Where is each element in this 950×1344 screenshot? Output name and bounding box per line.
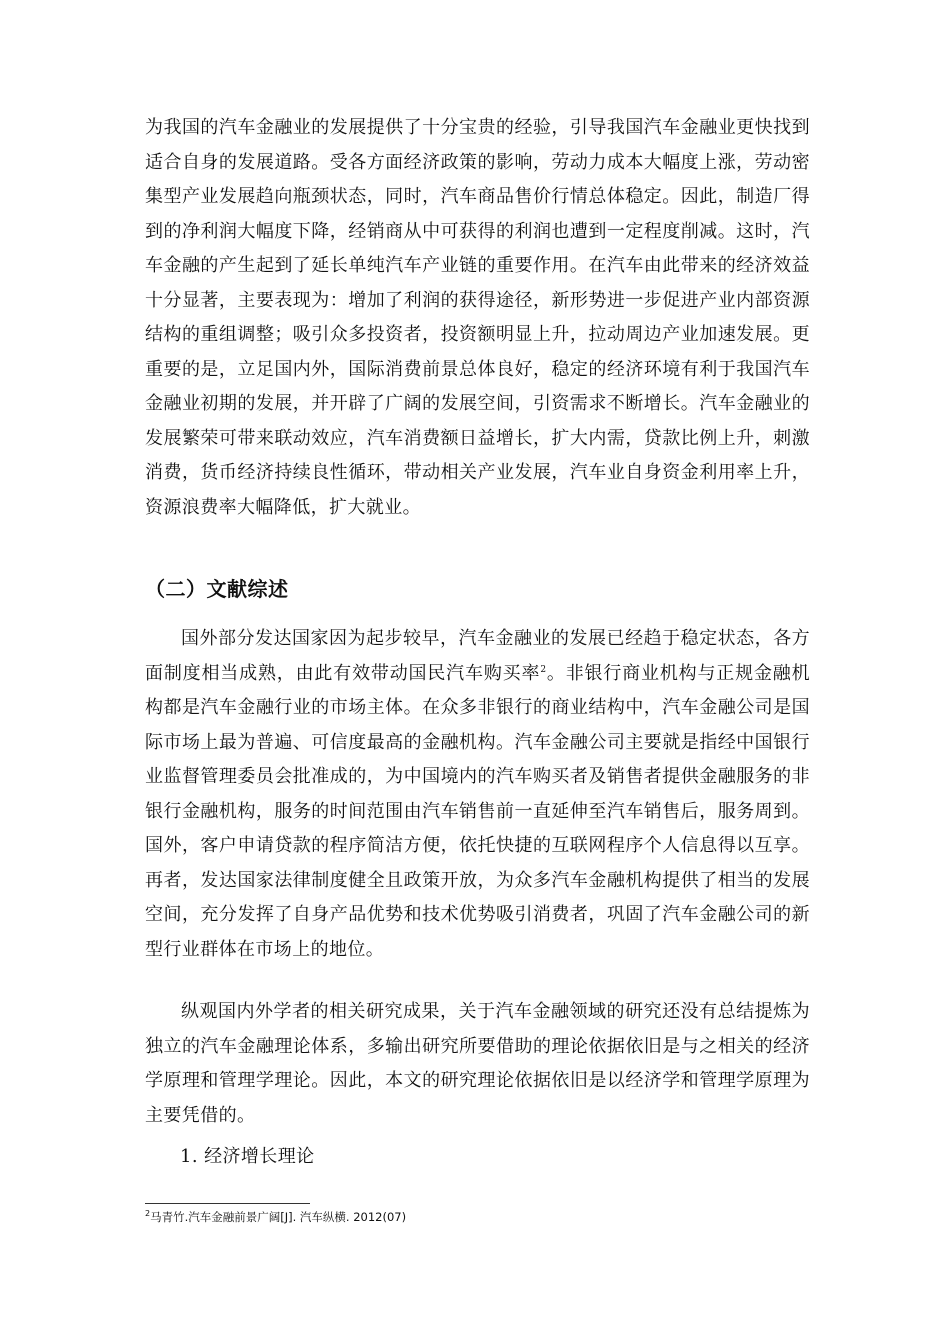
paragraph-text: 。非银行商业机构与正规金融机构都是汽车金融行业的市场主体。在众多非银行的商业结构中，汽车金融公司是国际市场上最为普遍、可信度最高的金融机构。汽车金融公司主要就是指经中国银行业监督管理委员会批准成的，为中国境内的汽车购买者及销售者提供金融服务的非银行金融机构，服务的时间范围由汽车销售前一直延伸至汽车销售后，服务周到。国外，客户申请贷款的程序简洁方便，依托快捷的互联网程序个人信息得以互享。再者，发达国家法律制度健全且政策开放，为众多汽车金融机构提供了相当的发展空间，充分发挥了自身产品优势和技术优势吸引消费者，巩固了汽车金融公司的新型行业群体在市场上的地位。: [145, 662, 810, 960]
footnote-marker: 2: [145, 1209, 151, 1219]
paragraph-text: 国外部分发达国家因为起步较早，汽车金融业的发展已经趋于稳定状态，各方面制度相当成熟，由此有效带动国民汽车购买率: [145, 628, 810, 684]
body-paragraph: 纵观国内外学者的相关研究成果，关于汽车金融领域的研究还没有总结提炼为独立的汽车金融理论体系，多输出研究所要借助的理论依据依旧是与之相关的经济学原理和管理学理论。因此，本文的研究理论依据依旧是以经济学和管理学原理为主要凭借的。: [145, 1001, 810, 1126]
body-paragraph: 为我国的汽车金融业的发展提供了十分宝贵的经验，引导我国汽车金融业更快找到适合自身的发展道路。受各方面经济政策的影响，劳动力成本大幅度上涨，劳动密集型产业发展趋向瓶颈状态，同时，汽车商品售价行情总体稳定。因此，制造厂得到的净利润大幅度下降，经销商从中可获得的利润也遭到一定程度削减。这时，汽车金融的产生起到了延长单纯汽车产业链的重要作用。在汽车由此带来的经济效益十分显著，主要表现为：增加了利润的获得途径，新形势进一步促进产业内部资源结构的重组调整；吸引众多投资者，投资额明显上升，拉动周边产业加速发展。更重要的是，立足国内外，国际消费前景总体良好，稳定的经济环境有利于我国汽车金融业初期的发展，并开辟了广阔的发展空间，引资需求不断增长。汽车金融业的发展繁荣可带来联动效应，汽车消费额日益增长，扩大内需，贷款比例上升，刺激消费，货币经济持续良性循环，带动相关产业发展，汽车业自身资金利用率上升，资源浪费率大幅降低，扩大就业。: [145, 117, 810, 518]
footnote-separator: [145, 1203, 310, 1204]
footnote-reference[interactable]: 2: [540, 664, 547, 675]
body-paragraph: [145, 622, 810, 967]
footnote: [145, 1208, 406, 1226]
footnote-text: 马青竹.汽车金融前景广阔[J]. 汽车纵横. 2012(07): [150, 1210, 407, 1224]
section-heading: （二）文献综述: [145, 577, 289, 601]
subsection-heading: 1. 经济增长理论: [180, 1146, 315, 1167]
